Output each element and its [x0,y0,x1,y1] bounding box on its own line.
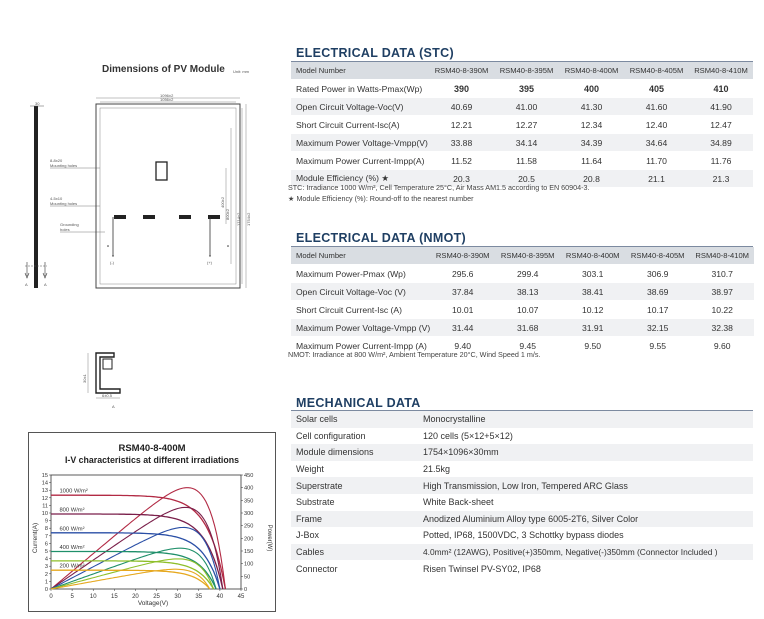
nmot-cell: 32.15 [625,319,690,337]
stc-row-label: Maximum Power Voltage-Vmpp(V) [291,134,429,152]
mech-value: 4.0mm² (12AWG), Positive(+)350mm, Negative(-)350mm (Connector Included ) [418,544,753,561]
stc-row-label: Module Efficiency (%) ★ [291,170,429,188]
x-tick-label: 10 [89,594,97,600]
connector-plus-label: (+) [207,260,212,265]
y-tick-label: 2 [44,571,48,578]
table-row [291,98,753,116]
nmot-cell: 38.41 [560,283,625,301]
mech-label: Connector [291,560,418,577]
iv-chart-title: RSM40-8-400M [118,443,186,454]
stc-header-row [291,62,753,80]
drawing-title: Dimensions of PV Module [102,64,225,75]
stc-cell: 11.52 [429,152,494,170]
connector-minus-label: (-) [110,260,114,265]
nmot-header-label: Model Number [291,247,430,265]
table-row [291,134,753,152]
mech-label: Substrate [291,494,418,511]
table-row [291,494,753,511]
nmot-cell: 303.1 [560,265,625,283]
nmot-row-label: Maximum Power Current-Impp (A) [291,337,430,355]
mech-value: Potted, IP68, 1500VDC, 3 Schottky bypass diodes [418,527,753,544]
nmot-cell: 31.91 [560,319,625,337]
y-tick-label: 6 [44,541,48,548]
pitch-label-2: 800±2 [225,208,230,220]
iv-series-label: 200 W/m² [59,563,85,570]
module-frame [96,104,240,288]
table-row [291,544,753,561]
y-tick-label: 3 [44,564,48,571]
height-inner-label: 1714±2 [236,212,241,226]
nmot-header-row [291,247,754,265]
stc-cell: 20.8 [559,170,624,188]
y-tick-label: 12 [41,495,48,502]
frame-profile-section [80,345,140,411]
nmot-cell: 10.01 [430,301,495,319]
nmot-cell: 9.60 [690,337,754,355]
mechanical-title: MECHANICAL DATA [296,396,421,410]
side-profile [34,106,38,288]
y2-tick-label: 100 [244,561,254,568]
mech-label: Cables [291,544,418,561]
width-inner-label: 1056±2 [160,97,174,102]
stc-cell: 12.47 [689,116,753,134]
nmot-cell: 32.38 [690,319,754,337]
table-row [291,80,753,98]
x-tick-label: 30 [174,594,182,600]
table-row [291,301,754,319]
x-tick-label: 15 [110,594,118,600]
y-tick-label: 14 [41,480,48,487]
section-label-right: A [44,282,47,287]
stc-cell: 20.3 [429,170,494,188]
y-tick-label: 1 [44,579,48,586]
nmot-cell: 31.68 [495,319,560,337]
stc-cell: 405 [624,80,689,98]
iv-series-label: 600 W/m² [59,526,85,533]
mech-label: Module dimensions [291,444,418,461]
stc-cell: 400 [559,80,624,98]
mech-value: 1754×1096×30mm [418,444,753,461]
section-arrow-left [25,262,29,278]
table-row [291,527,753,544]
left-dim-label: 30 [35,101,40,106]
section-label-left: A [25,282,28,287]
y2-tick-label: 350 [244,498,254,505]
iv-series-label: 400 W/m² [59,544,85,551]
iv-y2label: Power(W) [266,524,272,552]
nmot-model-1: RSM40-8-395M [495,247,560,265]
stc-cell: 390 [429,80,494,98]
table-row [291,444,753,461]
table-row [291,461,753,478]
mounting-label-2b: Mounting holes [50,201,78,206]
mech-label: J-Box [291,527,418,544]
table-row [291,560,753,577]
x-tick-label: 0 [49,594,53,600]
nmot-cell: 10.07 [495,301,560,319]
stc-cell: 410 [689,80,753,98]
stc-model-2: RSM40-8-400M [559,62,624,80]
iv-series-label: 1000 W/m² [59,488,88,495]
nmot-cell: 10.22 [690,301,754,319]
nmot-model-3: RSM40-8-405M [625,247,690,265]
stc-row-label: Open Circuit Voltage-Voc(V) [291,98,429,116]
iv-chart-subtitle: I-V characteristics at different irradiations [64,455,240,465]
y2-tick-label: 400 [244,485,254,492]
nmot-cell: 299.4 [495,265,560,283]
stc-cell: 41.30 [559,98,624,116]
stc-cell: 34.89 [689,134,753,152]
nmot-cell: 9.50 [560,337,625,355]
nmot-note: NMOT: Irradiance at 800 W/m², Ambient Temperature 20°C, Wind Speed 1 m/s. [288,350,541,359]
stc-cell: 395 [494,80,559,98]
table-row [291,411,753,428]
stc-cell: 33.88 [429,134,494,152]
nmot-cell: 310.7 [690,265,754,283]
stc-cell: 11.58 [494,152,559,170]
nmot-row-label: Maximum Power Voltage-Vmpp (V) [291,319,430,337]
stc-cell: 11.76 [689,152,753,170]
y-tick-label: 13 [41,488,48,495]
profile-height-label: 30±1 [82,374,87,383]
y-tick-label: 15 [41,473,48,479]
y2-tick-label: 50 [244,574,251,581]
stc-cell: 40.69 [429,98,494,116]
nmot-cell: 295.6 [430,265,495,283]
y-tick-label: 4 [44,556,48,563]
stc-cell: 12.34 [559,116,624,134]
iv-chart-box [28,432,276,612]
cable-minus [112,217,114,256]
y-tick-label: 9 [44,518,48,525]
width-total-label: 1096±2 [160,93,174,98]
stc-model-1: RSM40-8-395M [494,62,559,80]
mechanical-table [291,411,753,577]
stc-row-label: Rated Power in Watts-Pmax(Wp) [291,80,429,98]
iv-series-label: 800 W/m² [59,507,85,514]
grounding-label-2: holes [60,227,70,232]
y2-tick-label: 300 [244,511,254,517]
iv-chart-plot [29,433,275,611]
y2-tick-label: 450 [244,473,254,479]
stc-cell: 21.1 [624,170,689,188]
y-tick-label: 7 [44,533,48,540]
y-tick-label: 0 [44,587,48,593]
mech-label: Cell configuration [291,428,418,445]
table-row [291,511,753,528]
nmot-cell: 38.69 [625,283,690,301]
mech-value: White Back-sheet [418,494,753,511]
section-arrow-right [43,262,47,278]
mech-value: High Transmission, Low Iron, Tempered ARC Glass [418,477,753,494]
pitch-label-1: 400±2 [220,196,225,208]
mech-label: Weight [291,461,418,478]
nmot-cell: 10.12 [560,301,625,319]
nmot-title: ELECTRICAL DATA (NMOT) [296,231,467,245]
stc-cell: 12.27 [494,116,559,134]
y-tick-label: 8 [44,526,48,533]
grounding-label-1: Grounding [60,222,79,227]
stc-model-4: RSM40-8-410M [689,62,753,80]
stc-cell: 34.14 [494,134,559,152]
nmot-row-label: Open Circuit Voltage-Voc (V) [291,283,430,301]
nmot-cell: 306.9 [625,265,690,283]
stc-model-0: RSM40-8-390M [429,62,494,80]
table-row [291,265,754,283]
stc-cell: 41.90 [689,98,753,116]
table-row [291,477,753,494]
stc-table [291,62,753,188]
stc-row-label: Maximum Power Current-Impp(A) [291,152,429,170]
mech-value: Monocrystalline [418,411,753,428]
mech-value: 21.5kg [418,461,753,478]
stc-cell: 12.40 [624,116,689,134]
nmot-cell: 38.97 [690,283,754,301]
stc-cell: 12.21 [429,116,494,134]
nmot-cell: 38.13 [495,283,560,301]
nmot-cell: 9.55 [625,337,690,355]
x-tick-label: 40 [216,594,224,600]
nmot-model-0: RSM40-8-390M [430,247,495,265]
nmot-model-4: RSM40-8-410M [690,247,754,265]
stc-cell: 11.70 [624,152,689,170]
stc-header-label: Model Number [291,62,429,80]
cable-plus [209,217,211,256]
y2-tick-label: 250 [244,523,254,530]
nmot-cell: 9.45 [495,337,560,355]
mech-label: Solar cells [291,411,418,428]
stc-note-2: ★ Module Efficiency (%): Round-off to the nearest number [288,194,474,203]
x-tick-label: 5 [70,594,74,600]
y-tick-label: 10 [41,511,48,517]
y2-tick-label: 200 [244,536,254,543]
mech-value: Anodized Aluminium Alloy type 6005-2T6, Silver Color [418,511,753,528]
y-tick-label: 11 [42,503,48,510]
table-row [291,319,754,337]
y2-tick-label: 150 [244,549,254,555]
mounting-label-2: 4-5x10 [50,196,63,201]
stc-cell: 41.60 [624,98,689,116]
nmot-table [291,247,754,355]
x-tick-label: 35 [195,594,203,600]
nmot-cell: 37.84 [430,283,495,301]
y-tick-label: 5 [44,549,48,555]
nmot-cell: 31.44 [430,319,495,337]
stc-cell: 21.3 [689,170,753,188]
stc-cell: 34.64 [624,134,689,152]
x-tick-label: 45 [237,594,245,600]
table-row [291,116,753,134]
mech-value: 120 cells (5×12+5×12) [418,428,753,445]
stc-title: ELECTRICAL DATA (STC) [296,46,454,60]
nmot-cell: 10.17 [625,301,690,319]
iv-xlabel: Voltage(V) [137,600,169,607]
table-row [291,428,753,445]
stc-cell: 34.39 [559,134,624,152]
nmot-row-label: Short Circuit Current-Isc (A) [291,301,430,319]
mech-label: Frame [291,511,418,528]
mech-label: Superstrate [291,477,418,494]
stc-model-3: RSM40-8-405M [624,62,689,80]
junction-box [156,162,167,180]
table-row [291,283,754,301]
stc-note-1: STC: Irradiance 1000 W/m², Cell Temperature 25°C, Air Mass AM1.5 according to EN 60904-3. [288,183,590,192]
iv-ylabel: Current(A) [32,522,39,554]
mounting-label-1: 8-8x20 [50,158,63,163]
stc-row-label: Short Circuit Current-Isc(A) [291,116,429,134]
x-tick-label: 20 [132,594,139,600]
stc-cell: 11.64 [559,152,624,170]
drawing-unit: Unit: mm [233,69,249,74]
profile-width-label: 6±0.5 [102,393,112,398]
profile-label: A [112,404,115,409]
nmot-row-label: Maximum Power-Pmax (Wp) [291,265,430,283]
nmot-cell: 9.40 [430,337,495,355]
mech-value: Risen Twinsel PV-SY02, IP68 [418,560,753,577]
height-total-label: 1754±2 [246,212,251,226]
mounting-label-1b: Mounting holes [50,163,78,168]
module-drawing [20,93,260,296]
nmot-model-2: RSM40-8-400M [560,247,625,265]
x-tick-label: 25 [153,594,160,600]
y2-tick-label: 0 [244,587,248,593]
stc-cell: 20.5 [494,170,559,188]
stc-cell: 41.00 [494,98,559,116]
table-row [291,152,753,170]
